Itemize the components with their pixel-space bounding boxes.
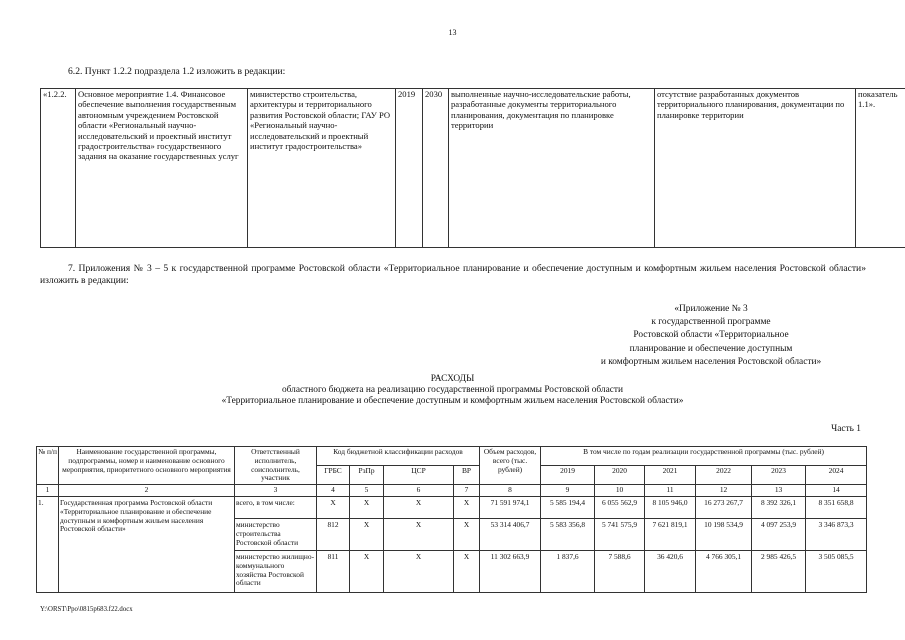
row-grbs: 811	[317, 550, 350, 592]
header-year: 2024	[806, 466, 867, 485]
header-grbs: ГРБС	[317, 466, 350, 485]
row-2021: 8 105 946,0	[645, 496, 696, 518]
row-2019: 1 837,6	[541, 550, 595, 592]
measure-executor: министерство строительства, архитектуры и территориального развития Ростовской области; ГАУ РО «Региональный научно-исследовательский и проектный институт градостроительства»	[248, 89, 396, 248]
measure-year-end: 2030	[423, 89, 449, 248]
row-vr: X	[454, 550, 480, 592]
budget-table	[36, 446, 867, 593]
row-grbs: 812	[317, 518, 350, 550]
measure-result: выполненные научно-исследовательские работы, разработанные документы территориального планирования, документация по планировке территории	[449, 89, 655, 248]
table-row	[37, 496, 867, 518]
row-total: 71 591 974,1	[480, 496, 541, 518]
header-year: 2020	[595, 466, 645, 485]
row-2020: 5 741 575,9	[595, 518, 645, 550]
appendix-line: «Приложение № 3	[674, 304, 748, 314]
row-csr: X	[384, 518, 454, 550]
row-2020: 7 588,6	[595, 550, 645, 592]
measure-table	[40, 88, 905, 248]
header-csr: ЦСР	[384, 466, 454, 485]
section-7-text: 7. Приложения № 3 – 5 к государственной программе Ростовской области «Территориальное планирование и обеспечение доступным и комфортным жильем населения Ростовской области» изложить в редакции:	[40, 263, 866, 286]
measure-name: Основное мероприятие 1.4. Финансовое обеспечение выполнения государственным автономным учреждением Ростовской области «Региональный научно-исследовательский и проектный институт градостроительства» государственного задания на оказание государственных услуг	[76, 89, 248, 248]
col-number: 4	[317, 485, 350, 497]
col-number: 13	[752, 485, 806, 497]
row-vr: X	[454, 518, 480, 550]
row-rzpr: X	[350, 518, 384, 550]
row-2019: 5 583 356,8	[541, 518, 595, 550]
page-number: 13	[448, 28, 457, 37]
measure-year-start: 2019	[396, 89, 423, 248]
header-row	[37, 447, 867, 466]
row-csr: X	[384, 550, 454, 592]
part-label: Часть 1	[831, 424, 861, 434]
header-year: 2021	[645, 466, 696, 485]
row-executor: всего, в том числе:	[235, 496, 317, 518]
header-code: Код бюджетной классификации расходов	[317, 447, 480, 466]
col-number: 11	[645, 485, 696, 497]
row-total: 11 302 663,9	[480, 550, 541, 592]
col-number: 10	[595, 485, 645, 497]
header-name: Наименование государственной программы, подпрограммы, номер и наименование основного мероприятия, приоритетного основного мероприятия	[59, 447, 235, 485]
row-2021: 7 621 819,1	[645, 518, 696, 550]
row-2023: 8 392 326,1	[752, 496, 806, 518]
col-number: 2	[59, 485, 235, 497]
col-number: 9	[541, 485, 595, 497]
row-2024: 3 346 873,3	[806, 518, 867, 550]
header-year: 2019	[541, 466, 595, 485]
col-number: 8	[480, 485, 541, 497]
section-6-2-text: 6.2. Пункт 1.2.2 подраздела 1.2 изложить в редакции:	[68, 66, 286, 77]
appendix-line: к государственной программе	[651, 317, 771, 328]
appendix-header	[561, 303, 861, 369]
measure-indicator: показатель 1.1».	[856, 89, 905, 248]
title-line: «Территориальное планирование и обеспечение доступным и комфортным жильем населения Ростовской области»	[221, 396, 684, 407]
row-grbs: X	[317, 496, 350, 518]
col-number: 3	[235, 485, 317, 497]
header-years-group: В том числе по годам реализации государственной программы (тыс. рублей)	[541, 447, 867, 466]
row-2023: 4 097 253,9	[752, 518, 806, 550]
title-line: областного бюджета на реализацию государственной программы Ростовской области	[281, 385, 624, 396]
header-volume: Объем расходов, всего (тыс. рублей)	[480, 447, 541, 485]
row-csr: X	[384, 496, 454, 518]
col-number: 7	[454, 485, 480, 497]
col-number: 6	[384, 485, 454, 497]
header-year: 2022	[696, 466, 752, 485]
header-executor: Ответственный исполнитель, соисполнитель, участник	[235, 447, 317, 485]
col-number: 14	[806, 485, 867, 497]
column-number-row	[37, 485, 867, 497]
row-2022: 10 198 534,9	[696, 518, 752, 550]
appendix-line: Ростовской области «Территориальное	[633, 330, 789, 341]
file-path-footer: Y:\ORST\Ppo\0815p683.f22.docx	[40, 606, 133, 613]
row-executor: министерство строительства Ростовской области	[235, 518, 317, 550]
col-number: 12	[696, 485, 752, 497]
col-number: 5	[350, 485, 384, 497]
measure-num: «1.2.2.	[41, 89, 76, 248]
row-2021: 36 420,6	[645, 550, 696, 592]
measure-consequence: отсутствие разработанных документов территориального планирования, документации по планировке территории	[655, 89, 856, 248]
row-2024: 3 505 085,5	[806, 550, 867, 592]
header-num: № п/п	[37, 447, 59, 485]
program-num: 1.	[37, 496, 59, 592]
row-executor: министерство жилищно-коммунального хозяйства Ростовской области	[235, 550, 317, 592]
row-2023: 2 985 426,5	[752, 550, 806, 592]
row-total: 53 314 406,7	[480, 518, 541, 550]
header-vr: ВР	[454, 466, 480, 485]
row-2022: 16 273 267,7	[696, 496, 752, 518]
appendix-line: планирование и обеспечение доступным	[629, 343, 793, 354]
row-2019: 5 585 194,4	[541, 496, 595, 518]
row-vr: X	[454, 496, 480, 518]
row-2020: 6 055 562,9	[595, 496, 645, 518]
appendix-line: и комфортным жильем населения Ростовской области»	[600, 356, 822, 367]
row-rzpr: X	[350, 550, 384, 592]
measure-row	[41, 89, 905, 248]
col-number: 1	[37, 485, 59, 497]
row-2024: 8 351 658,8	[806, 496, 867, 518]
program-name: Государственная программа Ростовской области «Территориальное планирование и обеспечение доступным и комфортным жильем населения Ростовской области»	[59, 496, 235, 592]
row-2022: 4 766 305,1	[696, 550, 752, 592]
row-rzpr: X	[350, 496, 384, 518]
document-title	[0, 374, 905, 408]
header-year: 2023	[752, 466, 806, 485]
header-rzpr: РзПр	[350, 466, 384, 485]
title-heading: РАСХОДЫ	[430, 374, 475, 384]
